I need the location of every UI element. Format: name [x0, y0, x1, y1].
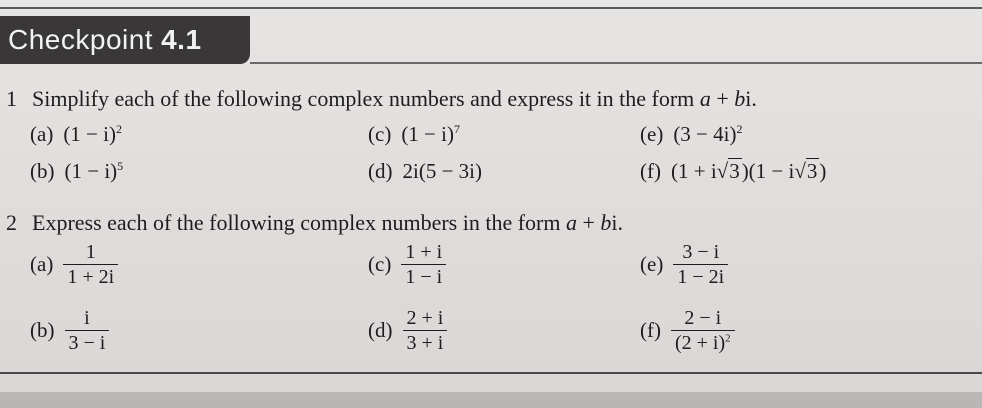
item-label: (b): [30, 159, 55, 183]
q1-item-d: [368, 159, 482, 184]
item-expression: [65, 159, 124, 184]
expr-base: (1 − i): [63, 122, 116, 146]
question-number: 1: [6, 86, 17, 111]
form-var-a: a: [699, 86, 711, 111]
form-var-a: a: [565, 210, 577, 235]
denominator-base: (2 + i): [674, 332, 726, 354]
fraction: [403, 306, 448, 355]
item-label: (c): [368, 122, 392, 146]
denominator: 1 − i: [401, 264, 446, 289]
radicand: 3: [729, 159, 740, 183]
fraction: [63, 240, 118, 289]
q2-item-e: [640, 240, 728, 289]
numerator: 2 + i: [406, 307, 444, 329]
fraction: [671, 306, 735, 355]
numerator: 3 − i: [682, 241, 720, 263]
item-expression: [673, 122, 742, 147]
form-var-b: b: [600, 210, 612, 235]
numerator: 1 + i: [405, 241, 443, 263]
numerator: 1: [85, 241, 96, 263]
item-label: (f): [640, 318, 661, 342]
question-2-prompt: [6, 210, 623, 236]
expr-exponent: 7: [453, 122, 460, 136]
q2-item-c: [368, 240, 446, 289]
denominator: 3 + i: [403, 330, 448, 355]
denominator: 3 − i: [65, 330, 110, 355]
item-label: (e): [640, 122, 664, 146]
question-number: 2: [6, 210, 17, 235]
expr-base: (3 − 4i): [673, 122, 737, 146]
fraction: [65, 306, 110, 355]
numerator: i: [84, 307, 90, 329]
item-label: (d): [368, 159, 393, 183]
checkpoint-number: 4.1: [161, 24, 202, 55]
form-tail: i.: [745, 86, 757, 111]
bottom-rule: [0, 372, 982, 374]
item-expression: [401, 122, 460, 147]
item-expression: [63, 122, 122, 147]
q2-item-b: [30, 306, 109, 355]
top-rule: [0, 7, 982, 9]
expr-exponent: 2: [115, 122, 122, 136]
item-expression: [671, 159, 826, 184]
form-plus: +: [576, 210, 601, 235]
fraction: [673, 240, 728, 289]
item-label: (f): [640, 159, 661, 183]
q1-item-b: [30, 159, 123, 184]
checkpoint-word: Checkpoint: [8, 24, 154, 55]
radicand: 3: [806, 159, 818, 183]
q1-item-f: [640, 159, 826, 184]
item-label: (d): [368, 318, 393, 342]
q1-item-c: [368, 122, 460, 147]
form-plus: +: [710, 86, 735, 111]
form-tail: i.: [611, 210, 624, 235]
numerator: 2 − i: [684, 307, 722, 329]
sqrt-symbol: √3: [794, 159, 818, 183]
question-1-prompt: [6, 86, 757, 112]
fraction: [401, 240, 446, 289]
page-edge: [0, 392, 982, 408]
denominator: 1 − 2i: [673, 264, 728, 289]
expr-part: ): [819, 159, 827, 183]
expr-exponent: 5: [117, 159, 124, 173]
item-expression: 2i(5 − 3i): [402, 159, 482, 183]
expr-part: (1 + i: [670, 159, 717, 183]
expr-base: (1 − i): [401, 122, 454, 146]
checkpoint-header: [0, 16, 250, 64]
item-label: (a): [30, 122, 54, 146]
q2-item-a: [30, 240, 118, 289]
q1-item-a: [30, 122, 122, 147]
sqrt-symbol: √3: [716, 159, 740, 183]
denominator: 1 + 2i: [63, 264, 118, 289]
item-label: (e): [640, 252, 664, 276]
denominator: [671, 330, 735, 355]
expr-part: )(1 − i: [741, 159, 795, 183]
expr-exponent: 2: [736, 122, 743, 136]
q2-item-f: [640, 306, 735, 355]
item-label: (b): [30, 318, 55, 342]
denominator-exponent: 2: [725, 332, 731, 345]
expr-base: (1 − i): [64, 159, 118, 183]
item-label: (c): [368, 252, 392, 276]
header-rule: [250, 62, 982, 64]
question-text: Express each of the following complex numbers in the form: [32, 210, 566, 235]
question-text: Simplify each of the following complex numbers and express it in the form: [32, 86, 700, 111]
checkpoint-title: [0, 24, 202, 56]
q1-item-e: [640, 122, 742, 147]
item-label: (a): [30, 252, 54, 276]
q2-item-d: [368, 306, 447, 355]
form-var-b: b: [734, 86, 746, 111]
